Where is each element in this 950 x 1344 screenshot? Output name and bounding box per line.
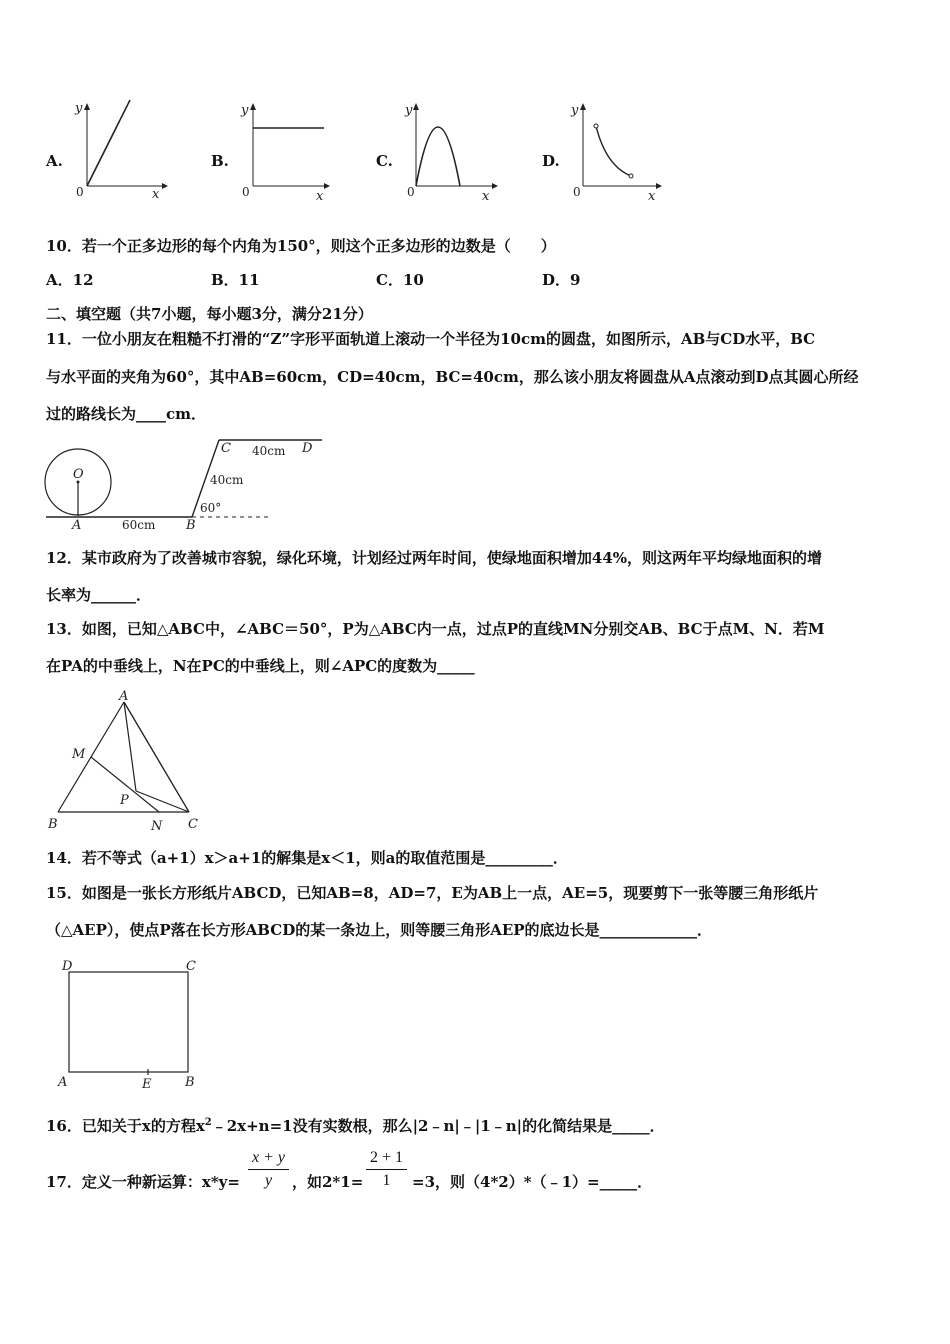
q17-post: =3，则（4*2）*（﹣1）=_____．	[412, 1173, 653, 1191]
q13-line1: 13．如图，已知△ABC中，∠ABC＝50°，P为△ABC内一点，过点P的直线MN分别交AB、BC于点M、N．若M	[46, 620, 825, 638]
q15-rectangle-figure	[56, 956, 206, 1092]
point-b-label: B	[186, 518, 196, 533]
q10-option-c: C．10	[376, 271, 424, 289]
point-b-label: B	[48, 817, 58, 832]
q11-line1: 11．一位小朋友在粗糙不打滑的“Z”字形平面轨道上滚动一个半径为10cm的圆盘，如图所示，AB与CD水平，BC	[46, 330, 816, 348]
q17-mid: ，如2*1=	[292, 1173, 364, 1191]
point-a-label: A	[72, 518, 82, 533]
point-b-label: B	[185, 1075, 195, 1090]
q11-line2: 与水平面的夹角为60°，其中AB=60cm，CD=40cm，BC=40cm，那么该小朋友将圆盘从A点滚动到D点其圆心所经	[46, 368, 859, 386]
axis-x-label: x	[648, 189, 656, 204]
bc-length-label: 40cm	[210, 473, 244, 487]
q10-option-d: D．9	[542, 271, 581, 289]
fraction-numerator: 2 + 1	[366, 1149, 407, 1170]
q17-fraction-example	[366, 1149, 407, 1190]
point-c-label: C	[186, 959, 196, 974]
q10-option-a: A．12	[46, 271, 94, 289]
q14-text: 14．若不等式（a+1）x＞a+1的解集是x＜1，则a的取值范围是_________．	[46, 849, 568, 867]
graph-a-linear	[70, 98, 170, 202]
point-a-label: A	[58, 1075, 68, 1090]
q15-line2: （△AEP），使点P落在长方形ABCD的某一条边上，则等腰三角形AEP的底边长是_____________．	[46, 921, 713, 939]
angle-label: 60°	[200, 501, 222, 515]
point-a-label: A	[119, 689, 129, 704]
axis-y-label: y	[405, 103, 413, 118]
q12-line1: 12．某市政府为了改善城市容貌，绿化环境，计划经过两年时间，使绿地面积增加44%，则这两年平均绿地面积的增	[46, 549, 823, 567]
graph-c-parabola	[402, 98, 502, 202]
q12-line2: 长率为______．	[46, 586, 152, 604]
fraction-denominator: y	[264, 1172, 273, 1189]
point-e-label: E	[142, 1077, 152, 1092]
q16-text	[46, 1113, 665, 1136]
q17-fraction-definition	[248, 1149, 289, 1190]
q17-pre: 17．定义一种新运算：x*y=	[46, 1173, 240, 1191]
axis-x-label: x	[152, 187, 160, 202]
option-b-label: B.	[211, 152, 229, 170]
origin-label: 0	[573, 185, 581, 199]
graph-b-constant	[236, 98, 336, 202]
axis-y-label: y	[241, 103, 249, 118]
point-m-label: M	[72, 747, 86, 762]
q16-exponent: 2	[204, 1117, 212, 1128]
origin-label: 0	[76, 185, 84, 199]
point-d-label: D	[62, 959, 73, 974]
axis-x-label: x	[482, 189, 490, 204]
center-o-label: O	[73, 467, 84, 482]
point-c-label: C	[221, 441, 231, 456]
point-p-label: P	[120, 793, 129, 808]
section-title: 二、填空题（共7小题，每小题3分，满分21分）	[46, 305, 373, 323]
q10-text: 10．若一个正多边形的每个内角为150°，则这个正多边形的边数是（ ）	[46, 237, 556, 255]
graph-d-inverse	[568, 98, 668, 202]
origin-label: 0	[407, 185, 415, 199]
origin-label: 0	[242, 185, 250, 199]
point-d-label: D	[302, 441, 313, 456]
q11-track-figure	[40, 436, 313, 536]
q16-pre: 16．已知关于x的方程x	[46, 1117, 205, 1135]
axis-y-label: y	[75, 101, 83, 116]
cd-length-label: 40cm	[252, 444, 286, 458]
axis-y-label: y	[571, 103, 579, 118]
q11-line3: 过的路线长为____cm．	[46, 405, 207, 423]
fraction-numerator: x + y	[248, 1149, 289, 1170]
q13-triangle-figure	[44, 690, 214, 835]
option-d-label: D.	[542, 152, 560, 170]
q13-line2: 在PA的中垂线上，N在PC的中垂线上，则∠APC的度数为_____	[46, 657, 475, 675]
option-c-label: C.	[376, 152, 393, 170]
fraction-denominator: 1	[382, 1172, 391, 1189]
q16-post: ﹣2x+n=1没有实数根，那么|2﹣n|﹣|1﹣n|的化简结果是_____．	[211, 1117, 665, 1135]
axis-x-label: x	[316, 189, 324, 204]
ab-length-label: 60cm	[122, 518, 156, 532]
q15-line1: 15．如图是一张长方形纸片ABCD，已知AB=8，AD=7，E为AB上一点，AE=5，现要剪下一张等腰三角形纸片	[46, 884, 819, 902]
q10-option-b: B．11	[211, 271, 260, 289]
point-c-label: C	[188, 817, 198, 832]
option-a-label: A.	[46, 152, 63, 170]
point-n-label: N	[151, 819, 163, 834]
